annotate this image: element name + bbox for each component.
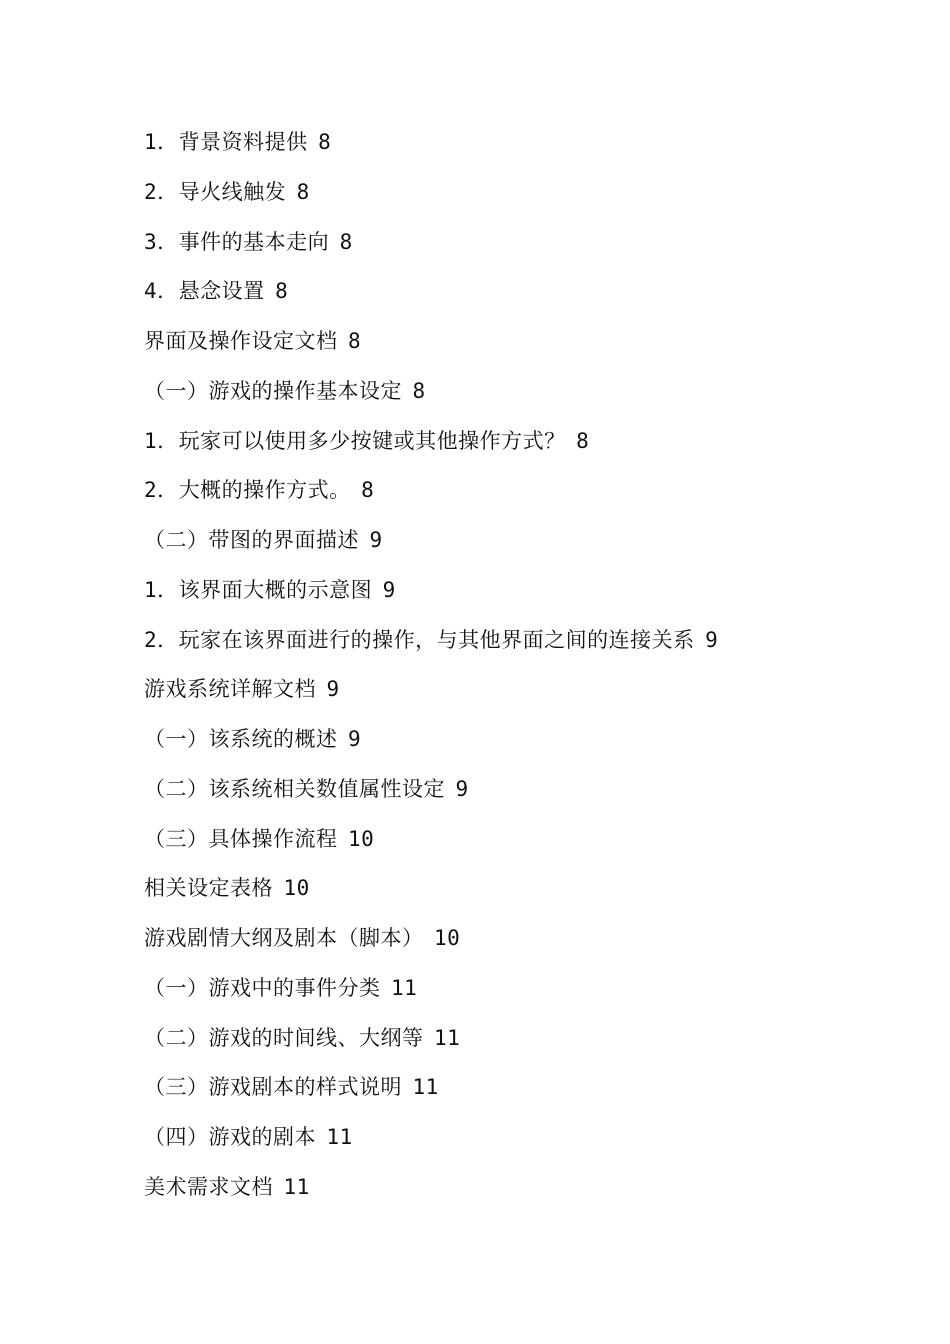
toc-entry [144,367,718,417]
toc-entry-page: 8 [361,478,375,503]
toc-entry-title: （二）带图的界面描述 [144,528,359,552]
toc-entry-title: （三）游戏剧本的样式说明 [144,1075,402,1100]
toc-entry [144,864,718,914]
toc-entry-page: 9 [348,727,362,751]
toc-entry-title: 美术需求文档 [144,1174,273,1199]
toc-entry-page: 8 [318,130,332,154]
toc-entry-title: （一）该系统的概述 [144,727,338,751]
toc-entry-page: 11 [434,1025,461,1050]
toc-entry-page: 9 [382,577,396,602]
toc-entry-page: 8 [412,378,426,403]
toc-entry [144,1113,718,1163]
toc-entry-page: 9 [369,528,383,552]
toc-entry-page: 11 [412,1075,439,1100]
toc-entry [144,815,718,865]
toc-entry-page: 9 [455,776,469,801]
toc-entry [144,616,718,666]
toc-entry [144,1063,718,1113]
toc-entry-title: 2．玩家在该界面进行的操作，与其他界面之间的连接关系 [144,627,695,652]
toc-entry-page: 8 [275,279,289,304]
toc-entry-page: 8 [348,329,362,353]
toc-entry-title: （四）游戏的剧本 [144,1125,316,1149]
toc-entry [144,665,718,715]
toc-entry [144,267,718,317]
toc-entry-title: 4．悬念设置 [144,279,265,304]
toc-entry [144,168,718,218]
toc-entry-title: 相关设定表格 [144,876,273,901]
toc-entry-title: 界面及操作设定文档 [144,329,338,353]
toc-entry-title: 2．导火线触发 [144,179,287,204]
toc-entry [144,466,718,516]
table-of-contents [144,118,718,1213]
toc-entry-title: （二）该系统相关数值属性设定 [144,776,445,801]
toc-entry [144,964,718,1014]
toc-entry-title: 3．事件的基本走向 [144,229,330,254]
toc-entry-title: 游戏系统详解文档 [144,677,316,702]
toc-entry-title: 1．玩家可以使用多少按键或其他操作方式？ [144,428,566,453]
toc-entry-title: 1．该界面大概的示意图 [144,577,373,602]
toc-entry [144,516,718,566]
toc-entry-page: 8 [296,179,310,204]
toc-entry-page: 8 [339,229,353,254]
toc-entry-page: 11 [283,1174,310,1199]
toc-entry [144,317,718,367]
toc-entry-title: （三）具体操作流程 [144,826,338,851]
toc-entry-page: 9 [705,627,719,652]
toc-entry [144,566,718,616]
toc-entry-page: 10 [434,926,461,950]
toc-entry-title: 游戏剧情大纲及剧本（脚本） [144,926,424,950]
toc-entry-title: （二）游戏的时间线、大纲等 [144,1025,424,1050]
toc-entry-title: 2．大概的操作方式。 [144,478,351,503]
toc-entry-page: 10 [283,876,310,901]
toc-entry [144,914,718,964]
toc-entry-title: 1．背景资料提供 [144,130,308,154]
toc-entry-page: 10 [348,826,375,851]
toc-entry-page: 11 [326,1125,353,1149]
toc-entry-title: （一）游戏的操作基本设定 [144,378,402,403]
toc-entry [144,417,718,467]
toc-entry [144,1163,718,1213]
toc-entry [144,118,718,168]
toc-entry-title: （一）游戏中的事件分类 [144,975,381,1000]
toc-entry [144,218,718,268]
toc-entry-page: 11 [391,975,418,1000]
toc-entry [144,715,718,765]
toc-entry-page: 9 [326,677,340,702]
toc-entry-page: 8 [576,428,590,453]
toc-entry [144,765,718,815]
toc-entry [144,1014,718,1064]
